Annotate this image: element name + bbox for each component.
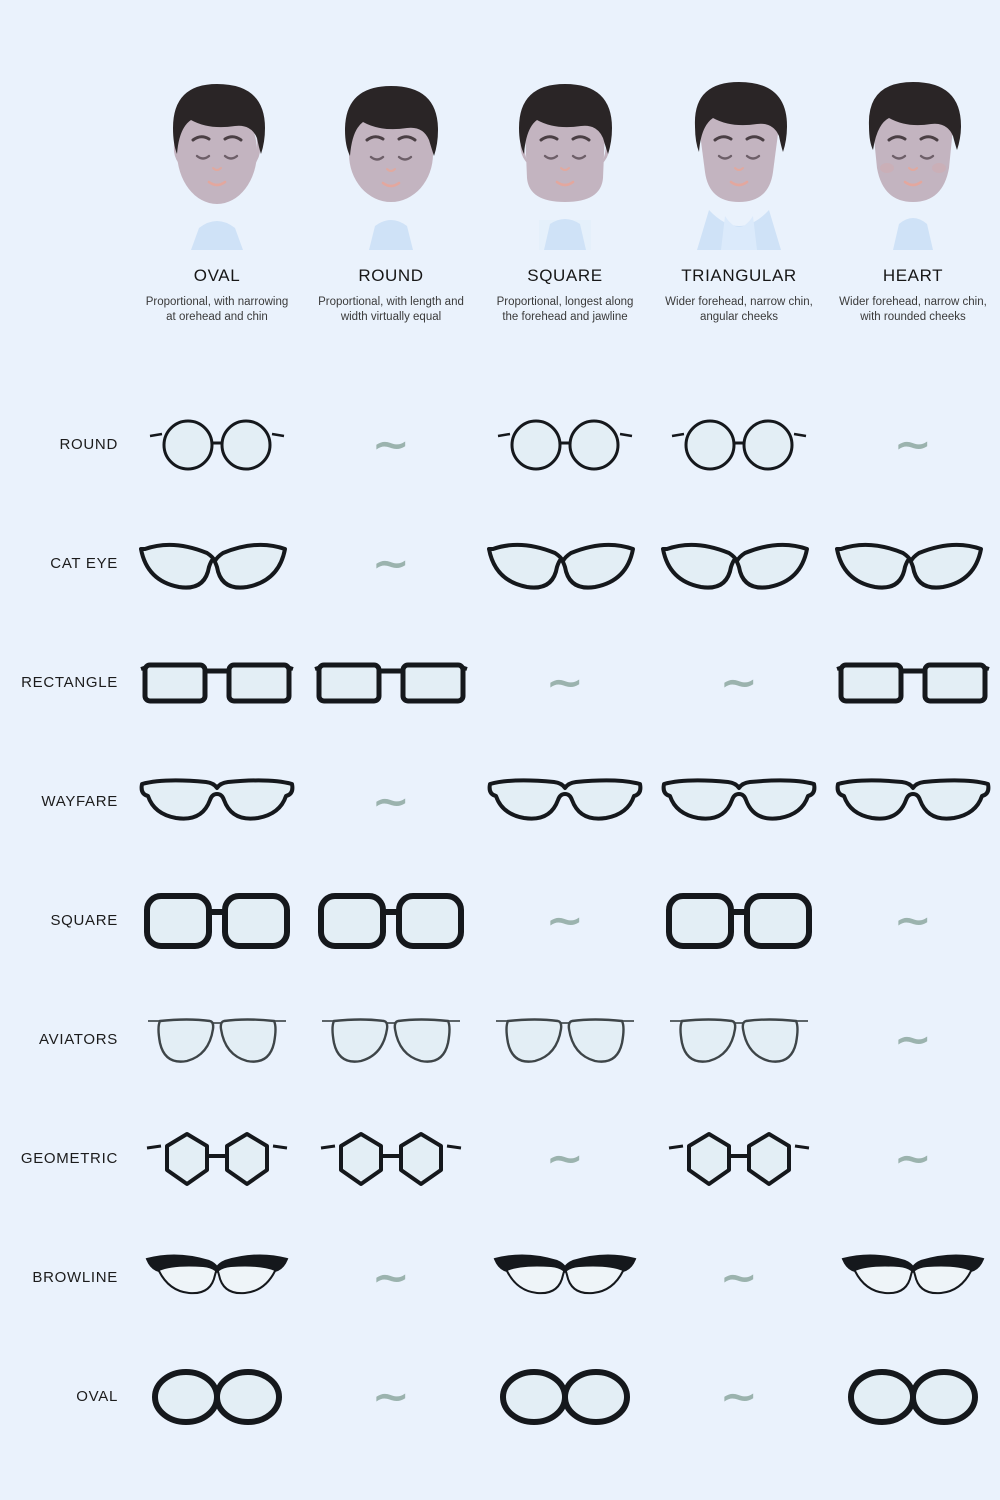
glasses-row (0, 504, 1000, 623)
row-label-rectangle: RECTANGLE (21, 674, 118, 691)
tilde-glyph: ~ (893, 897, 933, 944)
tilde-glyph: ~ (545, 1135, 585, 1182)
square-glasses-icon (130, 861, 304, 980)
geometric-glasses-icon (652, 1099, 826, 1218)
browline-glasses-icon (130, 1218, 304, 1337)
cat-eye-glasses-icon (130, 504, 304, 623)
glasses-row (0, 1099, 1000, 1218)
rectangle-glasses-icon (304, 623, 478, 742)
face-column-triangular (652, 60, 826, 325)
tilde-glyph: ~ (545, 659, 585, 706)
mismatch-tilde-icon (826, 385, 1000, 504)
mismatch-tilde-icon (826, 980, 1000, 1099)
cat-eye-glasses-icon (478, 504, 652, 623)
face-column-square (478, 60, 652, 325)
rectangle-glasses-icon (130, 623, 304, 742)
mismatch-tilde-icon (478, 861, 652, 980)
glasses-match-grid (0, 385, 1000, 1456)
mismatch-tilde-icon (652, 1337, 826, 1456)
face-desc-heart: Wider forehead, narrow chin, with rounded cheeks (839, 296, 987, 323)
glasses-row (0, 980, 1000, 1099)
face-title-round: ROUND (358, 266, 424, 285)
wayfare-glasses-icon (652, 742, 826, 861)
rectangle-glasses-icon (826, 623, 1000, 742)
cat-eye-glasses-icon (652, 504, 826, 623)
oval-glasses-icon (130, 1337, 304, 1456)
mismatch-tilde-icon (826, 861, 1000, 980)
tilde-glyph: ~ (893, 1016, 933, 1063)
browline-glasses-icon (478, 1218, 652, 1337)
browline-glasses-icon (826, 1218, 1000, 1337)
face-column-oval (130, 60, 304, 325)
face-desc-square: Proportional, longest along the forehead and jawline (496, 296, 634, 323)
face-illustration-square (495, 60, 635, 250)
face-desc-triangular: Wider forehead, narrow chin, angular cheeks (665, 296, 813, 323)
face-title-square: SQUARE (527, 266, 603, 285)
face-desc-oval: Proportional, with narrowing at orehead and chin (145, 296, 289, 323)
mismatch-tilde-icon (652, 623, 826, 742)
aviator-glasses-icon (478, 980, 652, 1099)
wayfare-glasses-icon (826, 742, 1000, 861)
mismatch-tilde-icon (826, 1099, 1000, 1218)
tilde-glyph: ~ (719, 1254, 759, 1301)
tilde-glyph: ~ (371, 1254, 411, 1301)
tilde-glyph: ~ (371, 778, 411, 825)
row-label-geometric: GEOMETRIC (20, 1150, 118, 1167)
tilde-glyph: ~ (719, 1373, 759, 1420)
row-label-wayfare: WAYFARE (41, 793, 118, 810)
aviator-glasses-icon (304, 980, 478, 1099)
mismatch-tilde-icon (304, 742, 478, 861)
face-title-heart: HEART (882, 266, 944, 285)
tilde-glyph: ~ (893, 421, 933, 468)
tilde-glyph: ~ (893, 1135, 933, 1182)
wayfare-glasses-icon (478, 742, 652, 861)
face-illustration-oval (147, 60, 287, 250)
row-label-round: ROUND (59, 436, 118, 453)
row-label-cat-eye: CAT EYE (50, 555, 118, 572)
tilde-glyph: ~ (371, 1373, 411, 1420)
mismatch-tilde-icon (304, 504, 478, 623)
face-illustration-round (321, 60, 461, 250)
face-title-triangular: TRIANGULAR (681, 266, 797, 285)
face-column-heart (826, 60, 1000, 325)
mismatch-tilde-icon (478, 623, 652, 742)
aviator-glasses-icon (130, 980, 304, 1099)
row-label-square: SQUARE (50, 912, 118, 929)
glasses-row (0, 623, 1000, 742)
mismatch-tilde-icon (304, 385, 478, 504)
face-column-round (304, 60, 478, 325)
glasses-row (0, 742, 1000, 861)
round-glasses-icon (652, 385, 826, 504)
row-label-aviators: AVIATORS (39, 1031, 118, 1048)
square-glasses-icon (304, 861, 478, 980)
row-label-browline: BROWLINE (32, 1269, 118, 1286)
face-illustration-heart (843, 60, 983, 250)
glasses-row (0, 1218, 1000, 1337)
tilde-glyph: ~ (371, 540, 411, 587)
mismatch-tilde-icon (304, 1337, 478, 1456)
square-glasses-icon (652, 861, 826, 980)
oval-glasses-icon (826, 1337, 1000, 1456)
mismatch-tilde-icon (478, 1099, 652, 1218)
face-desc-round: Proportional, with length and width virtually equal (318, 296, 464, 323)
round-glasses-icon (130, 385, 304, 504)
oval-glasses-icon (478, 1337, 652, 1456)
glasses-row (0, 861, 1000, 980)
face-illustration-triangular (669, 60, 809, 250)
aviator-glasses-icon (652, 980, 826, 1099)
face-shape-header (130, 60, 1000, 325)
round-glasses-icon (478, 385, 652, 504)
glasses-row (0, 1337, 1000, 1456)
tilde-glyph: ~ (371, 421, 411, 468)
geometric-glasses-icon (130, 1099, 304, 1218)
face-title-oval: OVAL (193, 266, 241, 285)
mismatch-tilde-icon (304, 1218, 478, 1337)
cat-eye-glasses-icon (826, 504, 1000, 623)
geometric-glasses-icon (304, 1099, 478, 1218)
tilde-glyph: ~ (719, 659, 759, 706)
row-label-oval: OVAL (76, 1388, 118, 1405)
glasses-row (0, 385, 1000, 504)
tilde-glyph: ~ (545, 897, 585, 944)
mismatch-tilde-icon (652, 1218, 826, 1337)
wayfare-glasses-icon (130, 742, 304, 861)
